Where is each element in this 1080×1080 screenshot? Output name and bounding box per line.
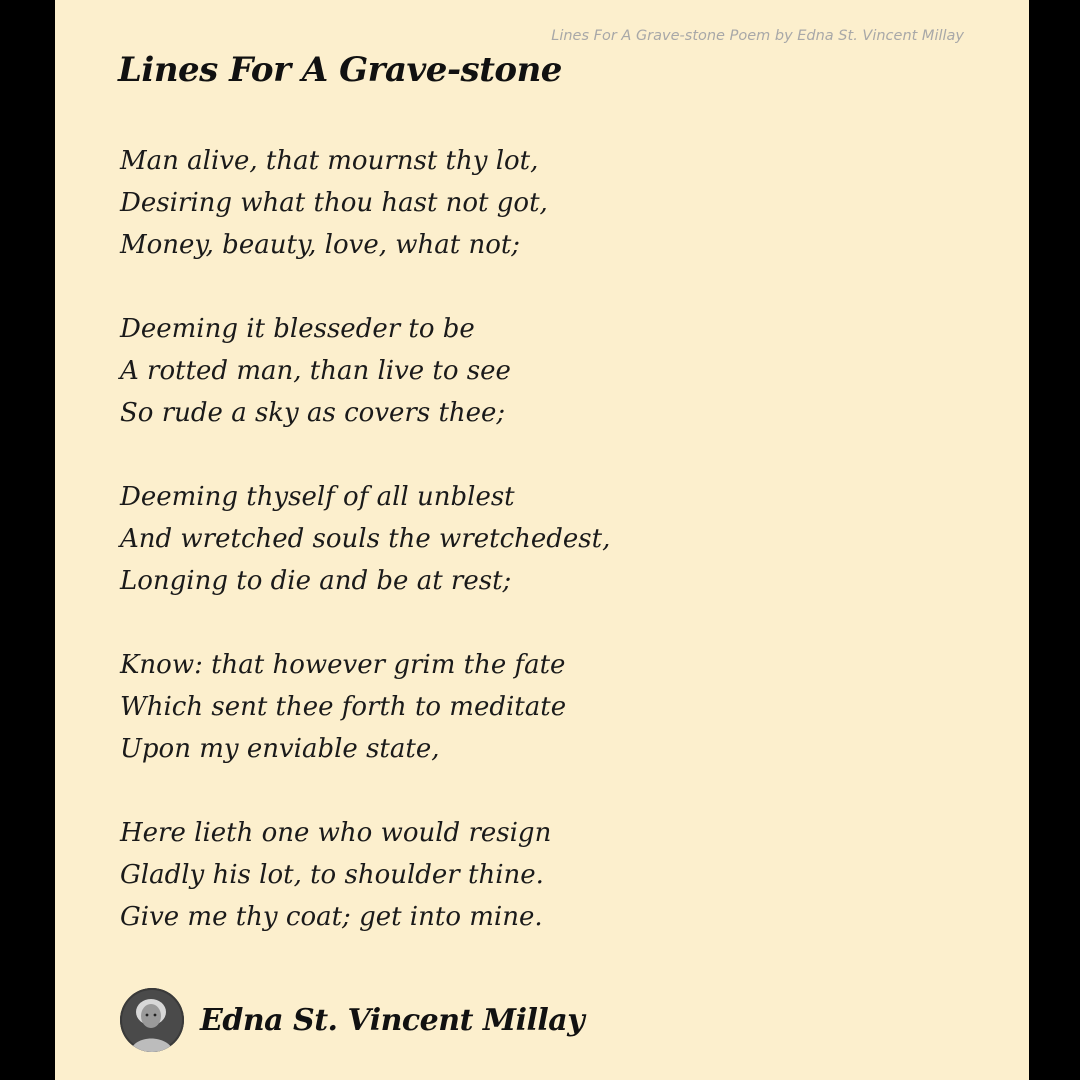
poem-line: Gladly his lot, to shoulder thine.: [120, 860, 544, 890]
stanza-1: [120, 140, 820, 266]
poem-line: Man alive, that mournst thy lot,: [120, 146, 539, 176]
poem-title: Lines For A Grave-stone: [118, 50, 562, 90]
poem-line: Upon my enviable state,: [120, 734, 440, 764]
poem-line: Here lieth one who would resign: [120, 818, 552, 848]
poem-line: Give me thy coat; get into mine.: [120, 902, 543, 932]
poem-line: And wretched souls the wretchedest,: [120, 524, 611, 554]
header-caption: Lines For A Grave-stone Poem by Edna St. Vincent Millay: [551, 28, 964, 44]
poem-line: Know: that however grim the fate: [120, 650, 566, 680]
poem-line: Deeming it blesseder to be: [120, 314, 475, 344]
stanza-4: [120, 644, 820, 770]
stanza-3: [120, 476, 820, 602]
poem-line: Longing to die and be at rest;: [120, 566, 512, 596]
author-row: [120, 986, 584, 1054]
poem-line: Money, beauty, love, what not;: [120, 230, 521, 260]
author-portrait-icon: [120, 988, 184, 1052]
poem-page: [55, 0, 1029, 1080]
poem-line: A rotted man, than live to see: [120, 356, 511, 386]
poem-line: Which sent thee forth to meditate: [120, 692, 567, 722]
poem-line: Deeming thyself of all unblest: [120, 482, 515, 512]
author-name: Edna St. Vincent Millay: [200, 1002, 585, 1038]
poem-line: Desiring what thou hast not got,: [120, 188, 548, 218]
stanza-2: [120, 308, 820, 434]
poem-body: [120, 140, 820, 980]
stanza-5: [120, 812, 820, 938]
poem-line: So rude a sky as covers thee;: [120, 398, 506, 428]
